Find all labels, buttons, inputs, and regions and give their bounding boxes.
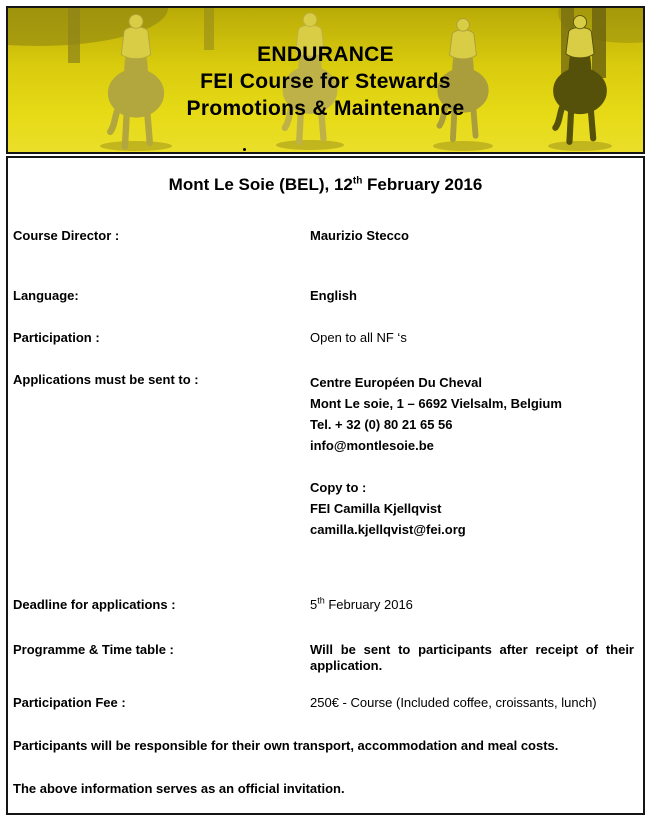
event-title-text: Mont Le Soie (BEL), 12 [168,175,353,194]
programme-value: Will be sent to participants after receipt of their application. [310,642,634,673]
applications-label: Applications must be sent to : [13,372,199,387]
deadline-ordinal: th [317,595,325,606]
address-email: info@montlesoie.be [310,438,434,453]
event-title-date: February 2016 [362,175,483,194]
banner-line-promotions: Promotions & Maintenance [186,97,465,120]
header-banner [6,6,645,154]
copy-to-heading: Copy to : [310,480,367,495]
banner-line-course: FEI Course for Stewards [200,70,451,93]
address-line: Mont Le soie, 1 – 6692 Vielsalm, Belgium [310,396,562,411]
participation-value: Open to all NF ‘s [310,330,407,345]
programme-label: Programme & Time table : [13,642,174,657]
fee-label: Participation Fee : [13,695,126,710]
applications-address-block [310,372,640,540]
banner-title-block [8,41,643,122]
event-title [8,175,643,195]
deadline-value [310,597,640,613]
event-title-ordinal: th [352,175,363,187]
deadline-label: Deadline for applications : [13,597,176,612]
course-director-label: Course Director : [13,228,120,243]
language-value: English [310,288,357,303]
address-line: Centre Européen Du Cheval [310,375,482,390]
language-label: Language: [13,288,79,303]
stray-period-mark [243,148,246,151]
banner-line-endurance: ENDURANCE [257,43,394,66]
address-blank-line [310,456,640,477]
transport-note: Participants will be responsible for their own transport, accommodation and meal costs. [13,738,559,753]
deadline-date: February 2016 [324,597,413,612]
copy-to-name: FEI Camilla Kjellqvist [310,501,442,516]
fee-value: 250€ - Course (Included coffee, croissants, lunch) [310,695,597,710]
invitation-note: The above information serves as an official invitation. [13,781,345,796]
address-line: Tel. + 32 (0) 80 21 65 56 [310,417,453,432]
copy-to-email: camilla.kjellqvist@fei.org [310,522,466,537]
deadline-day: 5 [310,597,318,612]
course-director-value: Maurizio Stecco [310,228,409,243]
content-box [6,156,645,815]
participation-label: Participation : [13,330,100,345]
